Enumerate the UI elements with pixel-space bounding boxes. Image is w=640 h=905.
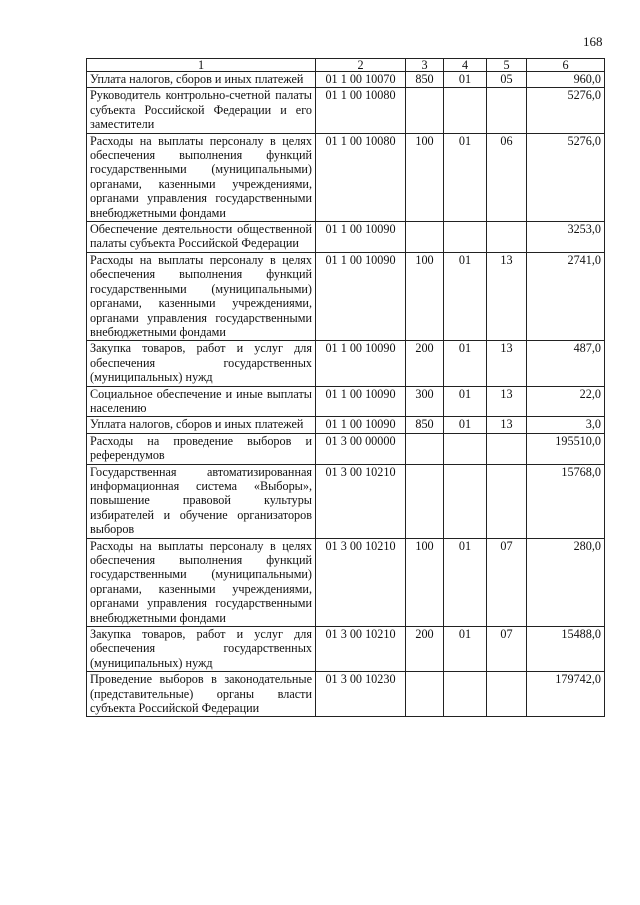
- row-code: 01 3 00 10210: [316, 464, 406, 538]
- row-amount: 15768,0: [527, 464, 605, 538]
- row-rz: 01: [444, 538, 487, 626]
- row-rz: [444, 433, 487, 464]
- row-pr: [487, 464, 527, 538]
- row-code: 01 1 00 10090: [316, 386, 406, 417]
- table-row: [87, 222, 605, 253]
- table-row: [87, 252, 605, 340]
- header-col-5: 5: [487, 59, 527, 72]
- row-name: Закупка товаров, работ и услуг для обеспечения государственных (муниципальных) нужд: [87, 627, 316, 672]
- row-vr: 850: [406, 72, 444, 88]
- row-pr: [487, 433, 527, 464]
- row-pr: 13: [487, 417, 527, 433]
- row-rz: 01: [444, 341, 487, 386]
- row-amount: 3,0: [527, 417, 605, 433]
- table-row: [87, 538, 605, 626]
- row-vr: [406, 672, 444, 717]
- row-rz: 01: [444, 252, 487, 340]
- table-row: [87, 341, 605, 386]
- row-amount: 5276,0: [527, 88, 605, 133]
- row-vr: 200: [406, 627, 444, 672]
- table-row: [87, 672, 605, 717]
- row-pr: [487, 672, 527, 717]
- header-col-3: 3: [406, 59, 444, 72]
- row-amount: 960,0: [527, 72, 605, 88]
- row-pr: 06: [487, 133, 527, 221]
- row-vr: [406, 433, 444, 464]
- row-vr: 300: [406, 386, 444, 417]
- row-rz: [444, 222, 487, 253]
- row-rz: [444, 88, 487, 133]
- row-name: Руководитель контрольно-счетной палаты субъекта Российской Федерации и его заместители: [87, 88, 316, 133]
- row-name: Расходы на выплаты персоналу в целях обеспечения выполнения функций государственными (муниципальными) органами, казенными учреждениями, органами управления государственными внебюджетными фондами: [87, 538, 316, 626]
- row-code: 01 1 00 10080: [316, 133, 406, 221]
- row-amount: 487,0: [527, 341, 605, 386]
- table-row: [87, 433, 605, 464]
- row-name: Расходы на выплаты персоналу в целях обеспечения выполнения функций государственными (муниципальными) органами, казенными учреждениями, органами управления государственными внебюджетными фондами: [87, 133, 316, 221]
- row-rz: 01: [444, 627, 487, 672]
- row-pr: 05: [487, 72, 527, 88]
- row-name: Расходы на проведение выборов и референдумов: [87, 433, 316, 464]
- row-pr: 13: [487, 252, 527, 340]
- row-code: 01 1 00 10090: [316, 222, 406, 253]
- table-header-row: [87, 59, 605, 72]
- row-code: 01 3 00 10210: [316, 627, 406, 672]
- table-row: [87, 386, 605, 417]
- row-rz: 01: [444, 417, 487, 433]
- row-name: Проведение выборов в законодательные (представительные) органы власти субъекта Российской Федерации: [87, 672, 316, 717]
- table-row: [87, 72, 605, 88]
- row-rz: 01: [444, 386, 487, 417]
- row-vr: 100: [406, 252, 444, 340]
- header-col-2: 2: [316, 59, 406, 72]
- row-name: Закупка товаров, работ и услуг для обеспечения государственных (муниципальных) нужд: [87, 341, 316, 386]
- row-pr: [487, 222, 527, 253]
- table-row: [87, 88, 605, 133]
- row-code: 01 1 00 10090: [316, 417, 406, 433]
- row-amount: 179742,0: [527, 672, 605, 717]
- row-rz: [444, 464, 487, 538]
- row-code: 01 3 00 00000: [316, 433, 406, 464]
- row-name: Уплата налогов, сборов и иных платежей: [87, 417, 316, 433]
- row-vr: 850: [406, 417, 444, 433]
- row-name: Расходы на выплаты персоналу в целях обеспечения выполнения функций государственными (муниципальными) органами, казенными учреждениями, органами управления государственными внебюджетными фондами: [87, 252, 316, 340]
- row-pr: 13: [487, 386, 527, 417]
- row-amount: 5276,0: [527, 133, 605, 221]
- row-amount: 3253,0: [527, 222, 605, 253]
- row-vr: 100: [406, 133, 444, 221]
- budget-table: [86, 58, 605, 717]
- row-vr: [406, 222, 444, 253]
- header-col-4: 4: [444, 59, 487, 72]
- row-rz: 01: [444, 72, 487, 88]
- row-rz: 01: [444, 133, 487, 221]
- row-amount: 15488,0: [527, 627, 605, 672]
- row-rz: [444, 672, 487, 717]
- row-pr: 07: [487, 538, 527, 626]
- row-pr: [487, 88, 527, 133]
- table-row: [87, 417, 605, 433]
- row-amount: 195510,0: [527, 433, 605, 464]
- row-pr: 13: [487, 341, 527, 386]
- row-name: Уплата налогов, сборов и иных платежей: [87, 72, 316, 88]
- row-pr: 07: [487, 627, 527, 672]
- row-vr: [406, 88, 444, 133]
- row-name: Обеспечение деятельности общественной палаты субъекта Российской Федерации: [87, 222, 316, 253]
- row-code: 01 1 00 10090: [316, 341, 406, 386]
- row-amount: 22,0: [527, 386, 605, 417]
- table-row: [87, 627, 605, 672]
- header-col-1: 1: [87, 59, 316, 72]
- row-vr: 200: [406, 341, 444, 386]
- row-code: 01 3 00 10230: [316, 672, 406, 717]
- row-amount: 2741,0: [527, 252, 605, 340]
- row-name: Государственная автоматизированная информационная система «Выборы», повышение правовой культуры избирателей и обучение организаторов выборов: [87, 464, 316, 538]
- header-col-6: 6: [527, 59, 605, 72]
- row-code: 01 1 00 10070: [316, 72, 406, 88]
- row-vr: 100: [406, 538, 444, 626]
- page-number: 168: [583, 34, 603, 49]
- row-code: 01 1 00 10080: [316, 88, 406, 133]
- row-vr: [406, 464, 444, 538]
- row-name: Социальное обеспечение и иные выплаты населению: [87, 386, 316, 417]
- row-amount: 280,0: [527, 538, 605, 626]
- row-code: 01 1 00 10090: [316, 252, 406, 340]
- table-row: [87, 133, 605, 221]
- table-row: [87, 464, 605, 538]
- row-code: 01 3 00 10210: [316, 538, 406, 626]
